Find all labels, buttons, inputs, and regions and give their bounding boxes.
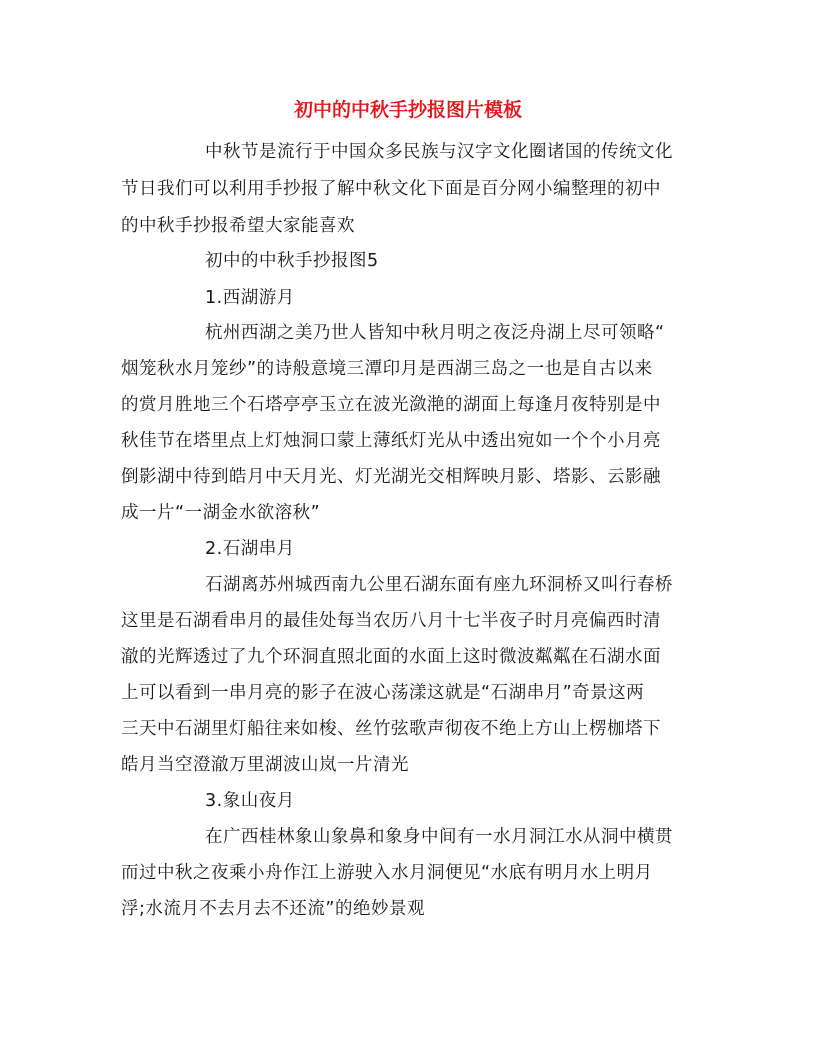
paragraph-line: 三天中石湖里灯船往来如梭、丝竹弦歌声彻夜不绝上方山上楞枷塔下 [121,719,661,739]
paragraph-line: 的中秋手抄报希望大家能喜欢 [121,216,355,236]
section-heading: 3.象山夜月 [205,791,295,811]
paragraph-line: 而过中秋之夜乘小舟作江上游驶入水月洞便见“水底有明月水上明月 [121,863,653,883]
paragraph-line: 的赏月胜地三个石塔亭亭玉立在波光潋滟的湖面上每逢月夜特别是中 [121,395,661,415]
paragraph-line: 在广西桂林象山象鼻和象身中间有一水月洞江水从洞中横贯 [205,827,673,847]
paragraph-line: 秋佳节在塔里点上灯烛洞口蒙上薄纸灯光从中透出宛如一个个小月亮 [121,431,661,451]
paragraph-line: 皓月当空澄澈万里湖波山岚一片清光 [121,755,409,775]
paragraph-line: 杭州西湖之美乃世人皆知中秋月明之夜泛舟湖上尽可领略“ [205,323,665,343]
paragraph-line: 烟笼秋水月笼纱”的诗般意境三潭印月是西湖三岛之一也是自古以来 [121,359,653,379]
image-caption: 初中的中秋手抄报图5 [205,251,379,271]
paragraph-line: 成一片“一湖金水欲溶秋” [121,503,321,523]
document-title: 初中的中秋手抄报图片模板 [293,99,522,121]
paragraph-line: 石湖离苏州城西南九公里石湖东面有座九环洞桥又叫行春桥 [205,575,673,595]
paragraph-line: 这里是石湖看串月的最佳处每当农历八月十七半夜子时月亮偏西时清 [121,611,661,631]
paragraph-line: 澈的光辉透过了九个环洞直照北面的水面上这时微波粼粼在石湖水面 [121,647,661,667]
paragraph-line: 上可以看到一串月亮的影子在波心荡漾这就是“石湖串月”奇景这两 [121,683,645,703]
paragraph-line: 节日我们可以利用手抄报了解中秋文化下面是百分网小编整理的初中 [121,179,661,199]
paragraph-line: 浮;水流月不去月去不还流”的绝妙景观 [121,899,425,919]
paragraph-line: 倒影湖中待到皓月中天月光、灯光湖光交相辉映月影、塔影、云影融 [121,467,661,487]
paragraph-line: 中秋节是流行于中国众多民族与汉字文化圈诸国的传统文化 [205,142,673,162]
section-heading: 1.西湖游月 [205,288,295,308]
section-heading: 2.石湖串月 [205,539,295,559]
